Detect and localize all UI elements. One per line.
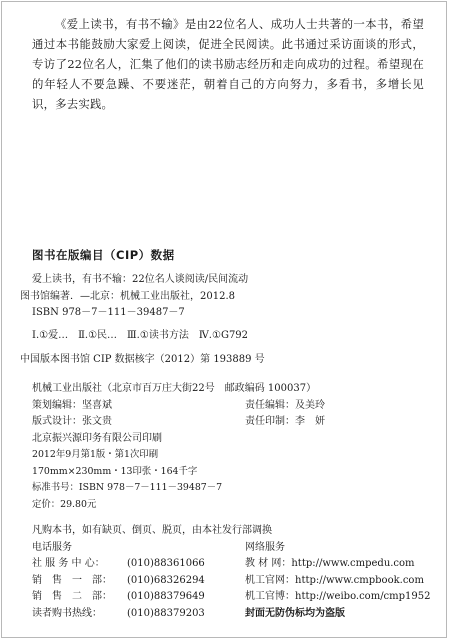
cip-record: 中国版本图书馆 CIP 数据核字（2012）第 193889 号: [20, 354, 265, 365]
service-label: 销 售 一 部：: [32, 574, 112, 586]
format-info: 170mm×230mm・13印张・164千字: [32, 465, 198, 477]
service-row: [32, 589, 432, 606]
publisher-block: [32, 381, 432, 513]
responsible-editor: 责任编辑：及美玲: [245, 399, 325, 411]
service-label: 社 服 务 中 心：: [32, 558, 105, 570]
layout-designer: 版式设计：张文贵: [32, 416, 112, 427]
service-label: 销 售 二 部：: [32, 591, 112, 603]
price: 定价：29.80元: [32, 498, 97, 510]
cip-isbn: ISBN 978－7－111－39487－7: [32, 307, 185, 318]
service-row: [32, 556, 432, 573]
standard-number: 标准书号：ISBN 978－7－111－39487－7: [32, 482, 223, 493]
service-web: 机工官博：http://weibo.com/cmp1952: [245, 591, 431, 603]
cip-line-1: 爱上读书，有书不输：22位名人谈阅读/民间流动: [32, 274, 249, 285]
copyright-page: [1, 1, 447, 638]
service-number: (010)88361066: [127, 558, 205, 570]
phone-service-heading: 电话服务: [32, 541, 72, 553]
cip-block: [20, 272, 432, 369]
web-service-heading: 网络服务: [245, 541, 285, 553]
intro-paragraph: 《爱上读书，有书不输》是由22位名人、成功人士共著的一本书，希望通过本书能鼓励大家爱上阅读，促进全民阅读。此书通过采访面谈的形式，专访了22位名人，汇集了他们的读书励志经历和走向成功的过程。希望现在的年轻人不要急躁、不要迷茫，朝着自己的方向努力，多看书，多增长见识，多去实践。: [32, 17, 424, 111]
service-web: 机工官网：http://www.cmpbook.com: [245, 574, 424, 586]
planning-editor: 策划编辑：坚喜斌: [32, 399, 112, 411]
edition-info: 2012年9月第1版・第1次印刷: [32, 449, 159, 460]
cip-title: 图书在版编目（CIP）数据: [32, 248, 175, 262]
return-notice: 凡购本书，如有缺页、倒页、脱页，由本社发行部调换: [32, 525, 272, 536]
anti-piracy-notice: 封面无防伪标均为盗版: [245, 607, 345, 619]
service-number: (010)88379203: [127, 607, 205, 619]
printer: 北京振兴源印务有限公司印刷: [32, 432, 162, 444]
service-row: [32, 606, 432, 623]
cip-classification: Ⅰ.①爱… Ⅱ.①民… Ⅲ.①读书方法 Ⅳ.①G792: [32, 329, 249, 341]
service-web: 教 材 网：http://www.cmpedu.com: [245, 558, 415, 570]
print-supervisor: 责任印制：李 妍: [245, 416, 325, 427]
notice-block: [32, 523, 432, 623]
cip-line-2: 图书馆编著．—北京：机械工业出版社，2012.8: [20, 290, 235, 302]
publisher-line: 机械工业出版社（北京市百万庄大街22号 邮政编码 100037）: [32, 383, 317, 394]
service-row: [32, 573, 432, 590]
service-number: (010)88379649: [127, 591, 205, 603]
service-number: (010)68326294: [127, 574, 205, 586]
service-label: 读者购书热线：: [32, 607, 102, 619]
